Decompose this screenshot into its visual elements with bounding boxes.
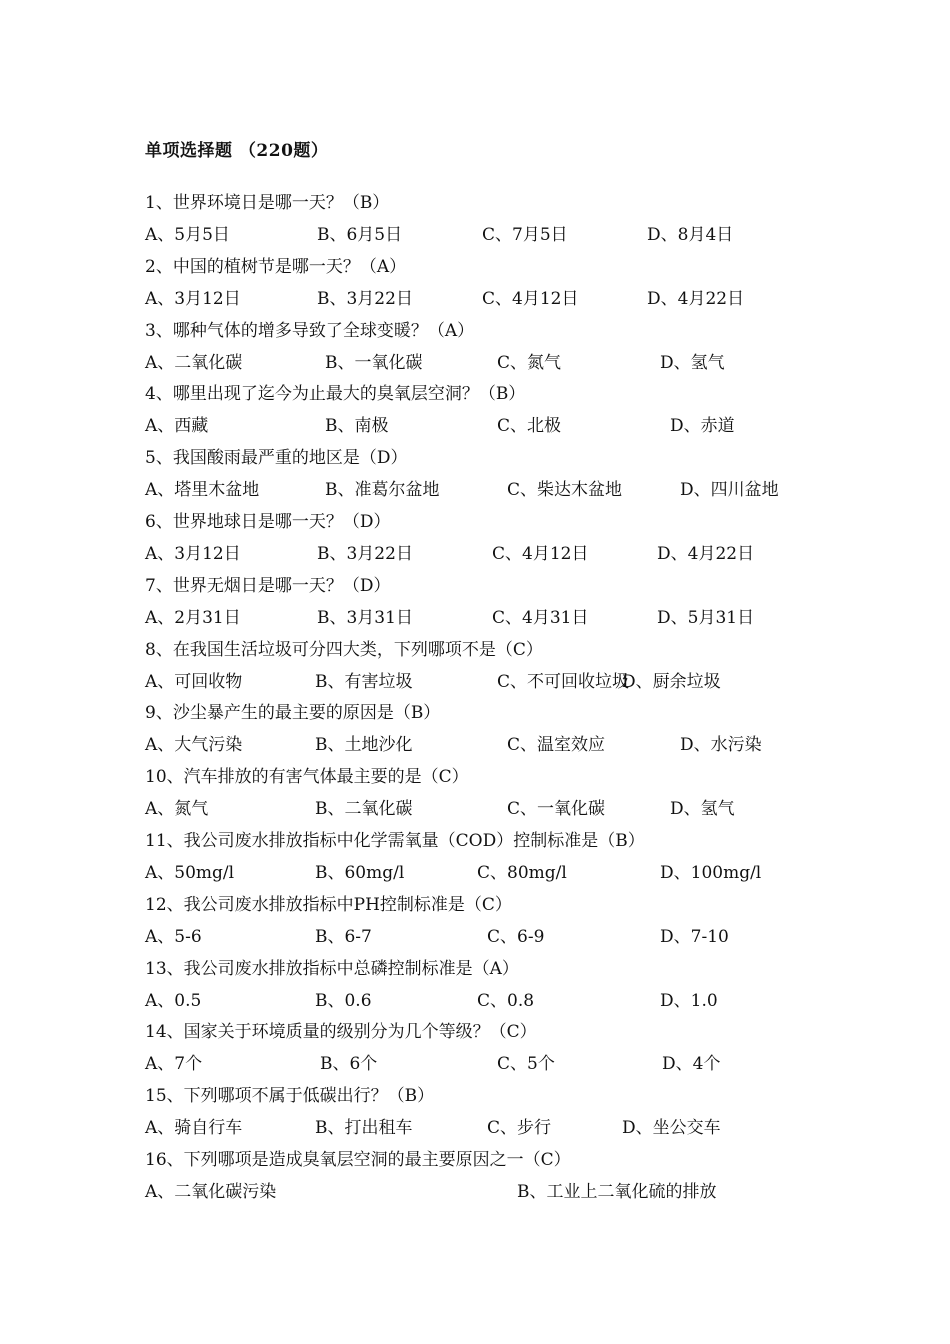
option-a: A、可回收物 — [145, 671, 243, 692]
question-text: 9、沙尘暴产生的最主要的原因是（B） — [145, 703, 441, 724]
option-d: D、厨余垃圾 — [622, 671, 721, 692]
question-text: 2、中国的植树节是哪一天？（A） — [145, 256, 407, 277]
option-b: B、6-7 — [315, 926, 372, 947]
option-d: D、四川盆地 — [680, 480, 779, 501]
question-text: 1、世界环境日是哪一天？（B） — [145, 193, 390, 213]
option-b: B、一氧化碳 — [325, 352, 423, 373]
option-a: A、骑自行车 — [145, 1118, 243, 1139]
option-c: C、7月5日 — [482, 225, 568, 245]
option-b: B、南极 — [325, 416, 389, 437]
option-c: C、一氧化碳 — [507, 799, 606, 820]
question-text: 16、下列哪项是造成臭氧层空洞的最主要原因之一（C） — [145, 1150, 571, 1170]
options-row — [145, 542, 925, 566]
options-row — [145, 1180, 925, 1204]
option-c: C、4月31日 — [492, 607, 589, 628]
option-c: C、温室效应 — [507, 735, 606, 756]
question-text: 7、世界无烟日是哪一天？（D） — [145, 575, 391, 596]
option-d: D、赤道 — [670, 416, 735, 437]
option-b: B、3月31日 — [317, 607, 413, 628]
question-text: 10、汽车排放的有害气体最主要的是（C） — [145, 767, 469, 788]
option-c: C、4月12日 — [492, 544, 589, 564]
option-b: B、60mg/l — [315, 863, 405, 883]
option-d: D、氢气 — [670, 799, 735, 820]
options-row — [145, 1116, 925, 1140]
question-text: 6、世界地球日是哪一天？（D） — [145, 512, 391, 532]
option-d: D、8月4日 — [647, 225, 734, 245]
option-a: A、50mg/l — [145, 863, 235, 883]
question-text: 8、在我国生活垃圾可分四大类，下列哪项不是（C） — [145, 639, 543, 660]
option-a: A、大气污染 — [145, 735, 243, 756]
page-title: 单项选择题 （220题） — [145, 141, 329, 161]
question-text: 14、国家关于环境质量的级别分为几个等级？（C） — [145, 1022, 537, 1043]
option-b: B、二氧化碳 — [315, 799, 413, 820]
option-a: A、2月31日 — [145, 607, 241, 628]
option-b: B、0.6 — [315, 990, 372, 1011]
option-b: B、有害垃圾 — [315, 671, 413, 692]
question-text: 5、我国酸雨最严重的地区是（D） — [145, 448, 408, 469]
option-d: D、4月22日 — [657, 544, 755, 564]
options-row — [145, 797, 925, 821]
options-row — [145, 925, 925, 949]
question-text: 12、我公司废水排放指标中PH控制标准是（C） — [145, 894, 512, 915]
options-row — [145, 287, 925, 311]
option-a: A、5-6 — [145, 926, 202, 947]
option-b: B、6个 — [320, 1054, 378, 1075]
option-b: B、打出租车 — [315, 1118, 413, 1139]
option-d: D、坐公交车 — [622, 1118, 721, 1139]
option-d: D、4个 — [662, 1054, 721, 1075]
options-row — [145, 223, 925, 247]
option-c: C、北极 — [497, 416, 562, 437]
option-b: B、工业上二氧化硫的排放 — [517, 1182, 717, 1202]
option-b: B、3月22日 — [317, 544, 413, 564]
option-a: A、3月12日 — [145, 544, 241, 564]
question-text: 15、下列哪项不属于低碳出行？（B） — [145, 1086, 435, 1107]
options-row — [145, 351, 925, 375]
option-a: A、二氧化碳污染 — [145, 1182, 277, 1202]
option-c: C、不可回收垃圾 — [497, 671, 630, 692]
option-c: C、80mg/l — [477, 863, 567, 883]
question-text: 13、我公司废水排放指标中总磷控制标准是（A） — [145, 958, 519, 979]
question-text: 11、我公司废水排放指标中化学需氧量（COD）控制标准是（B） — [145, 831, 645, 851]
option-a: A、二氧化碳 — [145, 352, 243, 373]
option-c: C、柴达木盆地 — [507, 480, 623, 501]
option-a: A、西藏 — [145, 416, 209, 437]
option-a: A、塔里木盆地 — [145, 480, 260, 501]
option-c: C、步行 — [487, 1118, 552, 1139]
option-d: D、5月31日 — [657, 607, 755, 628]
option-a: A、氮气 — [145, 799, 209, 820]
option-b: B、准葛尔盆地 — [325, 480, 440, 501]
option-a: A、5月5日 — [145, 225, 230, 245]
option-d: D、4月22日 — [647, 288, 745, 309]
option-b: B、土地沙化 — [315, 735, 413, 756]
option-c: C、氮气 — [497, 352, 562, 373]
question-text: 3、哪种气体的增多导致了全球变暖？（A） — [145, 320, 475, 341]
option-d: D、100mg/l — [660, 863, 762, 883]
options-row — [145, 670, 925, 694]
option-c: C、4月12日 — [482, 288, 579, 309]
option-a: A、3月12日 — [145, 288, 241, 309]
option-b: B、3月22日 — [317, 288, 413, 309]
option-a: A、7个 — [145, 1054, 203, 1075]
options-row — [145, 1052, 925, 1076]
options-row — [145, 989, 925, 1013]
option-c: C、5个 — [497, 1054, 555, 1075]
option-a: A、0.5 — [145, 990, 202, 1011]
question-text: 4、哪里出现了迄今为止最大的臭氧层空洞？（B） — [145, 384, 526, 405]
option-b: B、6月5日 — [317, 225, 403, 245]
options-row — [145, 478, 925, 502]
option-d: D、氢气 — [660, 352, 725, 373]
option-d: D、1.0 — [660, 990, 718, 1011]
options-row — [145, 861, 925, 885]
option-c: C、6-9 — [487, 926, 545, 947]
option-c: C、0.8 — [477, 990, 535, 1011]
option-d: D、7-10 — [660, 926, 729, 947]
options-row — [145, 414, 925, 438]
option-d: D、水污染 — [680, 735, 762, 756]
options-row — [145, 733, 925, 757]
options-row — [145, 606, 925, 630]
